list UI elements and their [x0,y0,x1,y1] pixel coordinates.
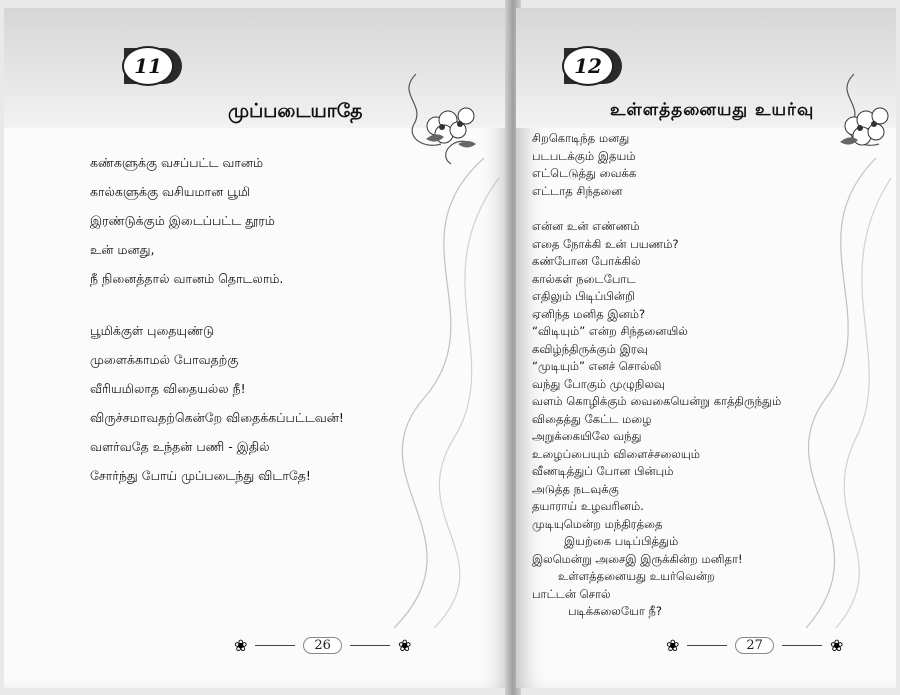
poem-line: வீரியமிலாத விதையல்ல நீ! [90,381,246,396]
poem-line: வளர்வதே உந்தன் பணி - இதில் [90,439,270,454]
poem-line: எட்டெடுத்து வைக்க [532,166,637,180]
poem-line: “விடியும்” என்ற சிந்தனையில் [532,324,688,338]
left-page [4,8,510,688]
poem-line: விதைத்து கேட்ட மழை [532,411,652,426]
poem-line: விருச்சமாவதற்கென்றே விதைக்கப்பட்டவன்! [90,410,344,425]
chapter-number-badge [562,46,614,86]
poem-line: பாட்டன் சொல் [532,586,611,601]
poem-line: வளம் கொழிக்கும் வைகையென்று காத்திருந்தும் [532,394,782,408]
stanza-1 [90,148,283,293]
floral-divider-icon: ❀ [397,636,412,655]
poem-line: நீ நினைத்தால் வானம் தொடலாம். [90,271,284,286]
poem-line: பூமிக்குள் புதையுண்டு [90,323,215,338]
poem-line: படபடக்கும் இதயம் [532,148,636,163]
page-footer [234,636,411,655]
page-number: 27 [735,637,774,654]
right-page [516,8,896,688]
poem-line: இரண்டுக்கும் இடைப்பட்ட தூரம் [90,213,275,228]
footer-line [255,645,295,646]
floral-divider-icon: ❀ [666,636,680,655]
poem-line: “முடியும்” எனச் சொல்லி [532,359,662,373]
chapter-number: 11 [134,54,162,78]
poem-line: எதிலும் பிடிப்பின்றி [532,289,635,303]
poem-line: கண்போன போக்கில் [532,254,641,268]
footer-line [350,645,390,646]
poem-line: உழைப்பையும் விளைச்சலையும் [532,446,700,461]
poem-line: கவிழ்ந்திருக்கும் இரவு [532,341,648,356]
poem-line: எதை நோக்கி உன் பயணம்? [532,236,679,251]
poem-line: முளைக்காமல் போவதற்கு [90,352,239,367]
footer-line [782,645,822,646]
poem-line: உள்ளத்தனையது உயர்வென்ற [558,569,715,583]
poem-line: ஏனிந்த மனித இனம்? [532,306,646,321]
page-number: 26 [303,637,342,654]
poem-line: இலமென்று அசைஇ இருக்கின்ற மனிதா! [532,551,743,566]
poem-line: கால்களுக்கு வசியமான பூமி [90,184,251,199]
stanza-2 [532,218,781,621]
poem-line: முடியுமென்ற மந்திரத்தை [532,516,663,531]
poem-line: படிக்கலையோ நீ? [568,604,663,618]
poem-line: வீணடித்துப் போன பின்பும் [532,464,674,478]
poem-line: எட்டாத சிந்தனை [532,183,623,198]
poem-line: சிறகொடிந்த மனது [532,131,630,145]
poem-line: வந்து போகும் முழுநிலவு [532,376,665,391]
poem-line: கண்களுக்கு வசப்பட்ட வானம் [90,155,264,170]
stanza-2 [90,316,344,490]
page-footer [666,636,843,655]
poem-line: உன் மனது, [90,242,155,257]
footer-line [687,645,727,646]
chapter-number: 12 [574,54,602,78]
stanza-1 [532,130,636,200]
poem-line: இயற்கை படிப்பித்தும் [564,534,679,548]
poem-line: சோர்ந்து போய் முப்படைந்து விடாதே! [90,468,311,483]
poem-line: அடுத்த நடவுக்கு [532,481,619,496]
poem-line: அறுக்கையிலே வந்து [532,429,642,443]
page-title: உள்ளத்தனையது உயர்வு [610,100,815,120]
floral-divider-icon: ❀ [234,636,248,655]
chapter-number-badge [122,46,174,86]
poem-line: கால்கள் நடைபோட [532,271,636,286]
page-swirl-decoration [334,158,504,628]
poem-line: என்ன உன் எண்ணம் [532,219,640,233]
floral-divider-icon: ❀ [829,636,844,655]
page-title: முப்படையாதே [228,100,363,122]
poem-line: தயாராய் உழவரினம். [532,499,644,513]
